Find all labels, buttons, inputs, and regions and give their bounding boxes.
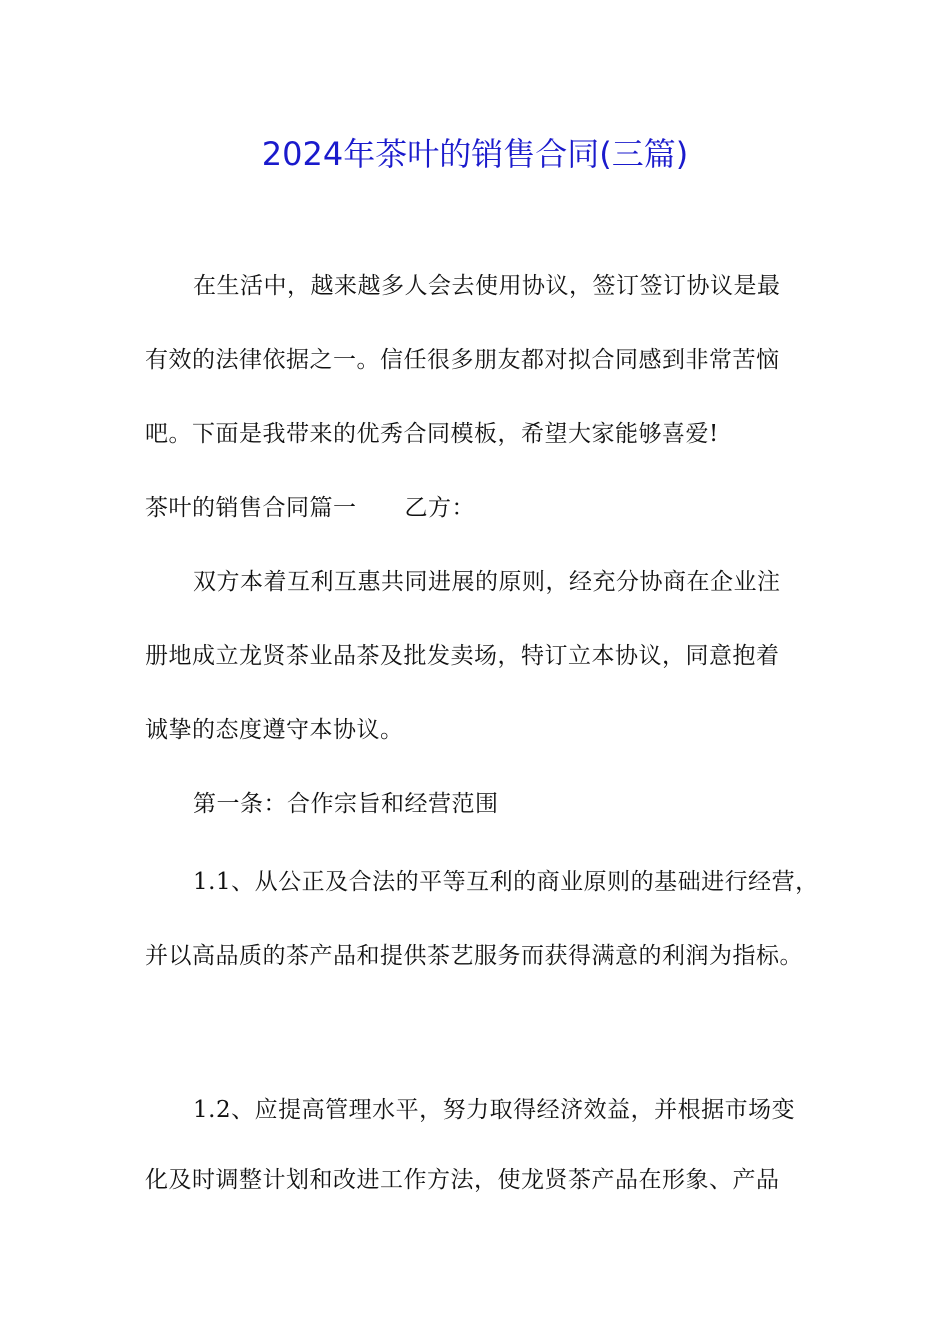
article-heading: 第一条：合作宗旨和经营范围 <box>193 791 499 817</box>
paragraph-line: 双方本着互利互惠共同进展的原则，经充分协商在企业注 <box>193 569 781 595</box>
clause-line: 1.1、从公正及合法的平等互利的商业原则的基础进行经营， <box>193 869 819 895</box>
paragraph-line: 在生活中，越来越多人会去使用协议，签订签订协议是最 <box>193 273 781 299</box>
paragraph-line: 册地成立龙贤茶业品茶及批发卖场，特订立本协议，同意抱着 <box>145 643 780 669</box>
paragraph-line: 诚挚的态度遵守本协议。 <box>145 717 404 743</box>
clause-line: 并以高品质的茶产品和提供茶艺服务而获得满意的利润为指标。 <box>145 943 803 969</box>
section-heading: 茶叶的销售合同篇一 <box>145 495 357 521</box>
section-heading-line <box>145 488 807 528</box>
paragraph-line: 吧。下面是我带来的优秀合同模板，希望大家能够喜爱! <box>145 421 719 447</box>
clause-line: 化及时调整计划和改进工作方法，使龙贤茶产品在形象、产品 <box>145 1167 780 1193</box>
clause-line: 1.2、应提高管理水平，努力取得经济效益，并根据市场变 <box>193 1097 796 1123</box>
paragraph-line: 有效的法律依据之一。信任很多朋友都对拟合同感到非常苦恼 <box>145 347 780 373</box>
party-b-label: 乙方： <box>404 495 475 521</box>
document-title: 2024年茶叶的销售合同(三篇) <box>261 135 689 173</box>
